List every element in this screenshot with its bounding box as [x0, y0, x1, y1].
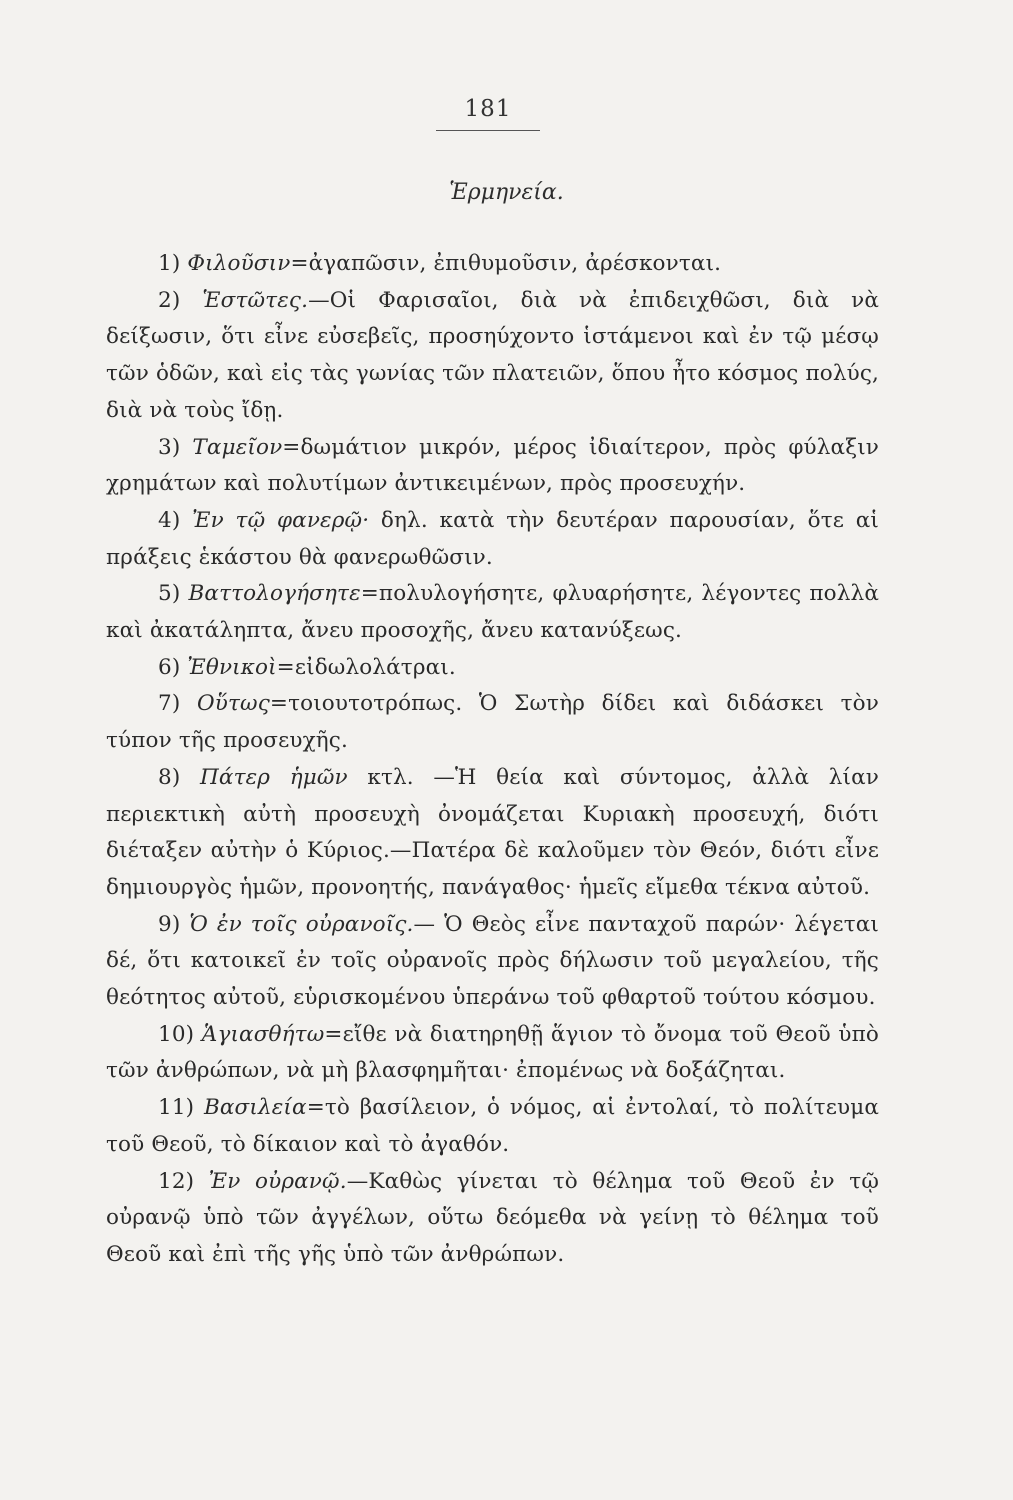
note-term: Οὕτως	[196, 691, 270, 717]
note-number: 12)	[158, 1168, 195, 1194]
note-term: Φιλοῦσιν	[187, 251, 291, 276]
note-text: —Οἱ Φαρισαῖοι, διὰ νὰ ἐπιδειχθῶσι, διὰ νὰ δείξωσιν, ὅτι εἶνε εὐσεβεῖς, προσηύχοντο ἱστάμενοι καὶ ἐν τῷ μέσῳ τῶν ὁδῶν, καὶ εἰς τὰς γωνίας τῶν πλατειῶν, ὅπου ἦτο κόσμος πολύς, διὰ νὰ τοὺς ἴδῃ.	[106, 287, 880, 423]
note-text: =ἀγαπῶσιν, ἐπιθυμοῦσιν, ἀρέσκονται.	[290, 251, 722, 276]
note-number: 6)	[158, 654, 181, 680]
note-paragraph	[106, 503, 879, 576]
note-paragraph	[106, 246, 879, 283]
note-text: δηλ. κατὰ τὴν δευτέραν παρουσίαν, ὅτε αἱ πράξεις ἑκάστου θὰ φανερωθῶσιν.	[106, 507, 879, 570]
note-number: 2)	[158, 287, 181, 313]
note-term: Ἐν οὐρανῷ.	[208, 1168, 347, 1194]
note-term: Ἐν τῷ φανερῷ·	[192, 507, 370, 533]
note-term: Ταμεῖον	[192, 434, 283, 460]
note-paragraph	[106, 686, 879, 759]
note-number: 8)	[158, 764, 181, 790]
note-text: =εἴθε νὰ διατηρηθῇ ἅγιον τὸ ὄνομα τοῦ Θεοῦ ὑπὸ τῶν ἀνθρώπων, νὰ μὴ βλασφημῆται· ἐπομένως νὰ δοξάζηται.	[106, 1021, 880, 1084]
note-number: 3)	[158, 434, 181, 460]
page-number: 181	[464, 96, 512, 122]
note-term: Βασιλεία	[203, 1095, 307, 1121]
note-term: Ἁγιασθήτω	[201, 1021, 325, 1047]
page-number-rule	[436, 130, 540, 131]
note-term: Ἑστῶτες.	[202, 287, 309, 313]
note-number: 11)	[158, 1095, 195, 1121]
note-paragraph	[106, 1090, 879, 1163]
note-paragraph	[106, 650, 879, 687]
note-paragraph	[106, 283, 879, 430]
note-paragraph	[106, 760, 879, 907]
note-number: 4)	[158, 507, 181, 533]
note-text: =τοιουτοτρόπως. Ὁ Σωτὴρ δίδει καὶ διδάσκει τὸν τύπον τῆς προσευχῆς.	[106, 691, 879, 754]
note-paragraph	[106, 907, 879, 1017]
note-term: Πάτερ ἡμῶν	[200, 764, 348, 790]
notes-body	[106, 246, 879, 1274]
note-number: 5)	[158, 581, 181, 607]
section-title: Ἑρμηνεία.	[449, 180, 564, 205]
note-term: Βαττολογήσητε	[188, 581, 361, 607]
note-text: =πολυλογήσητε, φλυαρήσητε, λέγοντες πολλὰ καὶ ἀκατάληπτα, ἄνευ προσοχῆς, ἄνευ κατανύξεως.	[106, 581, 879, 644]
note-paragraph	[106, 576, 879, 649]
note-number: 10)	[158, 1021, 195, 1047]
note-paragraph	[106, 1164, 879, 1274]
note-text: —Καθὼς γίνεται τὸ θέλημα τοῦ Θεοῦ ἐν τῷ οὐρανῷ ὑπὸ τῶν ἀγγέλων, οὕτω δεόμεθα νὰ γείνῃ τὸ θέλημα τοῦ Θεοῦ καὶ ἐπὶ τῆς γῆς ὑπὸ τῶν ἀνθρώπων.	[106, 1168, 879, 1267]
note-paragraph	[106, 1017, 879, 1090]
note-term: Ἐθνικοὶ	[187, 654, 277, 680]
note-text: — Ὁ Θεὸς εἶνε πανταχοῦ παρών· λέγεται δέ, ὅτι κατοικεῖ ἐν τοῖς οὐρανοῖς πρὸς δήλωσιν τοῦ μεγαλείου, τῆς θεότητος αὐτοῦ, εὑρισκομένου ὑπεράνω τοῦ φθαρτοῦ τούτου κόσμου.	[106, 911, 879, 1011]
note-number: 7)	[158, 691, 181, 717]
note-text: κτλ. —Ἡ θεία καὶ σύντομος, ἀλλὰ λίαν περιεκτικὴ αὐτὴ προσευχὴ ὀνομάζεται Κυριακὴ προσευχή, διότι διέταξεν αὐτὴν ὁ Κύριος.—Πατέρα δὲ καλοῦμεν τὸν Θεόν, διότι εἶνε δημιουργὸς ἡμῶν, προνοητής, πανάγαθος· ἡμεῖς εἴμεθα τέκνα αὐτοῦ.	[106, 764, 879, 900]
note-number: 9)	[158, 911, 181, 937]
note-text: =τὸ βασίλειον, ὁ νόμος, αἱ ἐντολαί, τὸ πολίτευμα τοῦ Θεοῦ, τὸ δίκαιον καὶ τὸ ἀγαθόν.	[106, 1095, 880, 1157]
note-term: Ὁ ἐν τοῖς οὐρανοῖς.	[189, 911, 414, 937]
note-text: =εἰδωλολάτραι.	[276, 654, 456, 680]
note-text: =δωμάτιον μικρόν, μέρος ἰδιαίτερον, πρὸς φύλαξιν χρημάτων καὶ πολυτίμων ἀντικειμένων, πρὸς προσευχήν.	[106, 434, 879, 497]
note-number: 1)	[158, 251, 181, 276]
note-paragraph	[106, 430, 879, 503]
